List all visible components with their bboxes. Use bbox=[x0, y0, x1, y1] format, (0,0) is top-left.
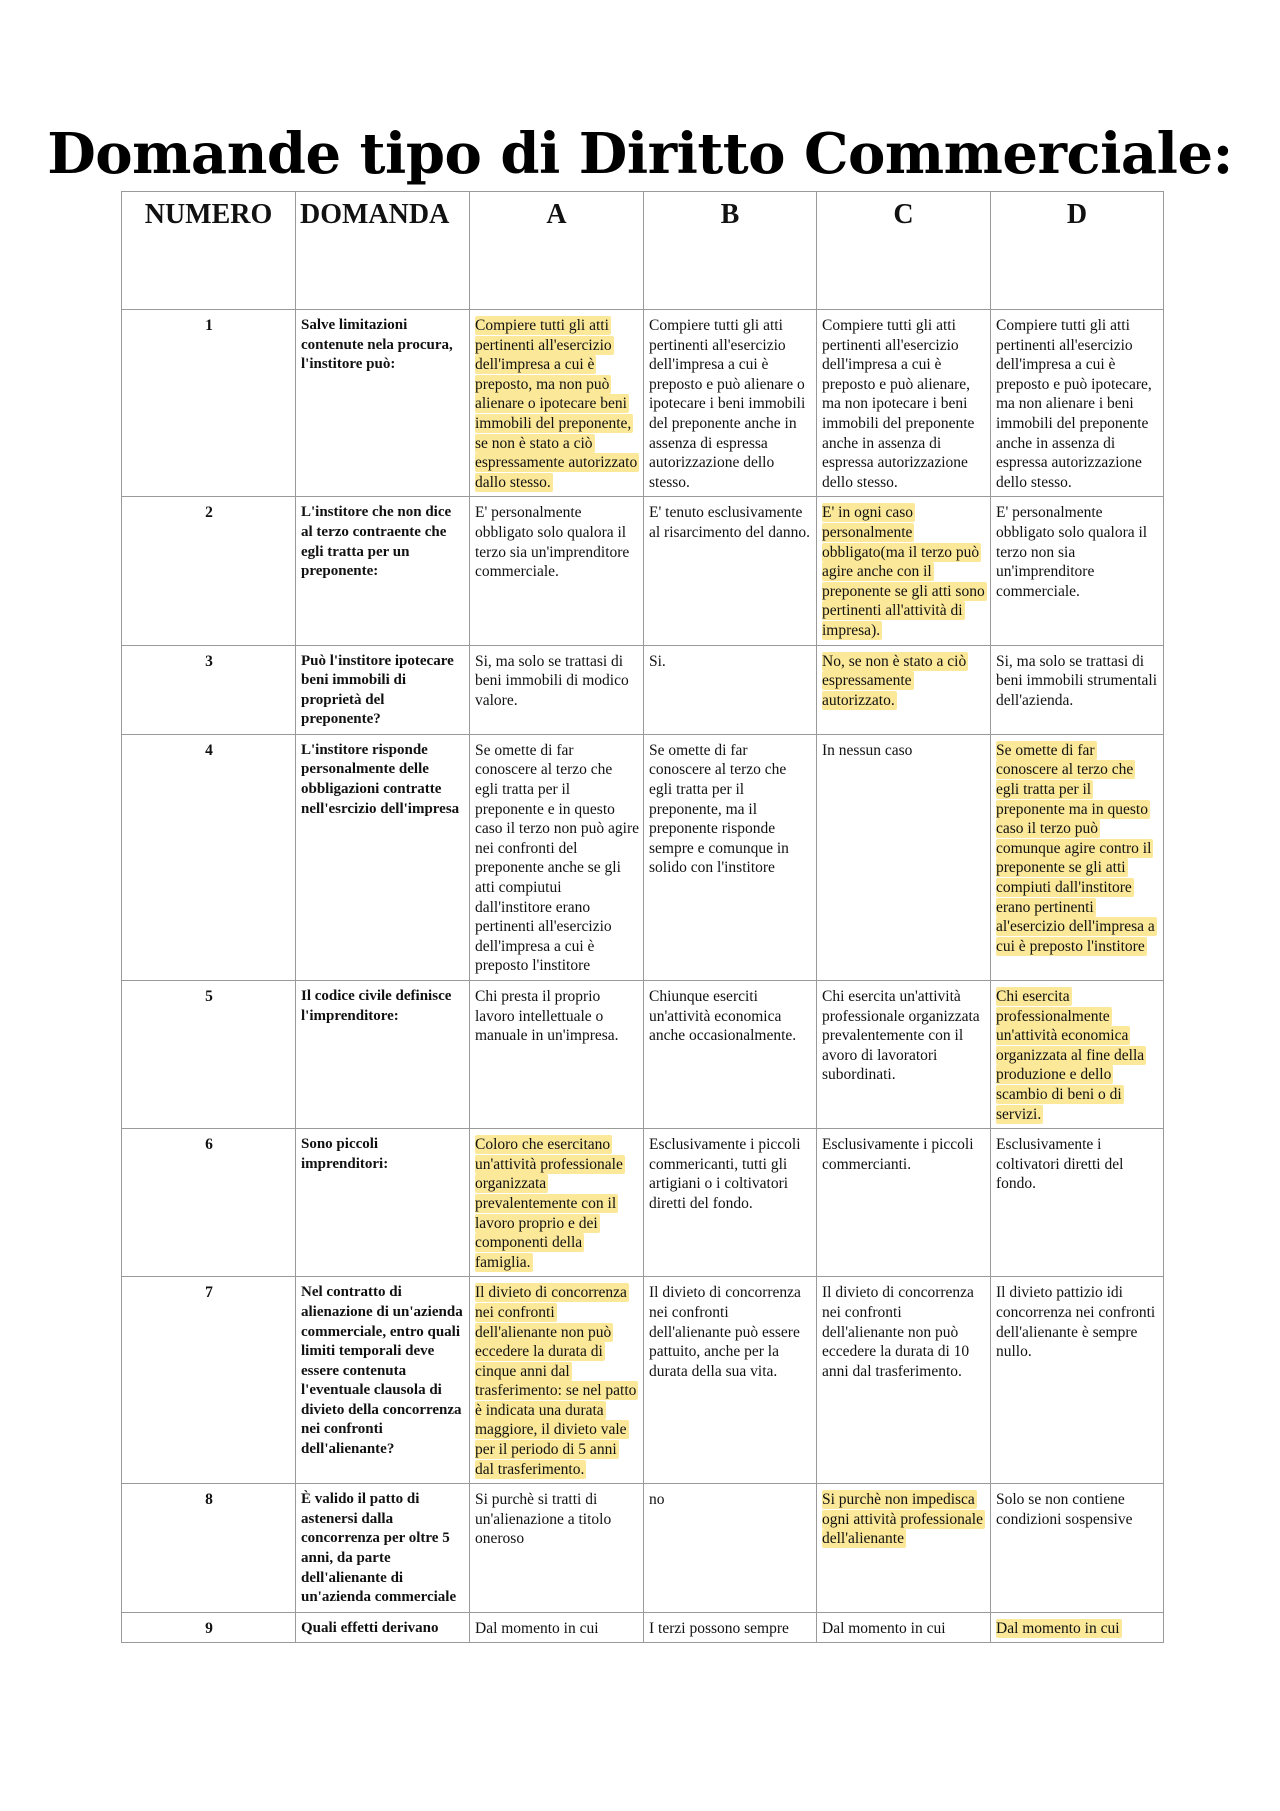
header-domanda: DOMANDA bbox=[296, 192, 470, 310]
highlighted-answer-text: No, se non è stato a ciò espressamente autorizzato. bbox=[822, 652, 967, 709]
table-body bbox=[122, 310, 1164, 1643]
answer-text: I terzi possono sempre bbox=[649, 1619, 789, 1637]
answer-text: Esclusivamente i piccoli commericanti, tutti gli artigiani o i coltivatori diretti del fondo. bbox=[649, 1136, 801, 1212]
answer-cell-d bbox=[991, 1277, 1164, 1484]
answer-cell-a bbox=[470, 497, 644, 645]
answer-cell-b bbox=[644, 734, 817, 980]
answer-cell-c bbox=[817, 310, 991, 497]
answer-text: Compiere tutti gli atti pertinenti all'esercizio dell'impresa a cui è preposto e può ipotecare, ma non alienare i beni immobili del preponente anche in assenza di espressa autorizzazione dello stesso. bbox=[996, 317, 1152, 491]
answer-text: Se omette di far conoscere al terzo che egli tratta per il preponente e in questo caso il terzo non può agire nei confronti del preponente anche se gli atti compiutui dall'institore erano pertinenti all'esercizio dell'impresa a cui è preposto l'institore bbox=[475, 741, 639, 975]
table-row bbox=[122, 1484, 1164, 1613]
question-text: L'institore che non dice al terzo contraente che egli tratta per un preponente: bbox=[296, 497, 470, 645]
answer-cell-a bbox=[470, 1277, 644, 1484]
table-row bbox=[122, 645, 1164, 734]
answer-text: Compiere tutti gli atti pertinenti all'esercizio dell'impresa a cui è preposto e può alienare, ma non ipotecare i beni immobili del preponente anche in assenza di espressa autorizzazione dello stesso. bbox=[822, 317, 975, 491]
header-a: A bbox=[470, 192, 644, 310]
page-title: Domande tipo di Diritto Commerciale: bbox=[47, 121, 1233, 187]
highlighted-answer-text: Chi esercita professionalmente un'attività economica organizzata al fine della produzione e dello scambio di beni o di servizi. bbox=[996, 988, 1145, 1123]
answer-text: Il divieto di concorrenza nei confronti dell'alienante non può eccedere la durata di 10 anni dal trasferimento. bbox=[822, 1284, 974, 1380]
question-number: 7 bbox=[122, 1277, 296, 1484]
answer-cell-a bbox=[470, 981, 644, 1129]
question-number: 2 bbox=[122, 497, 296, 645]
answer-cell-d bbox=[991, 1129, 1164, 1277]
answer-text: In nessun caso bbox=[822, 741, 913, 759]
question-number: 9 bbox=[122, 1612, 296, 1643]
answer-cell-b bbox=[644, 310, 817, 497]
header-c: C bbox=[817, 192, 991, 310]
answer-cell-b bbox=[644, 497, 817, 645]
answer-text: E' tenuto esclusivamente al risarcimento del danno. bbox=[649, 504, 810, 541]
answer-text: Esclusivamente i piccoli commercianti. bbox=[822, 1136, 974, 1173]
question-text: Salve limitazioni contenute nela procura, l'institore può: bbox=[296, 310, 470, 497]
answer-cell-d bbox=[991, 1612, 1164, 1643]
highlighted-answer-text: Compiere tutti gli atti pertinenti all'esercizio dell'impresa a cui è preposto, ma non può alienare o ipotecare beni immobili del preponente, se non è stato a ciò espressamente autorizzato dallo stesso. bbox=[475, 317, 638, 491]
answer-cell-b bbox=[644, 981, 817, 1129]
answer-cell-a bbox=[470, 310, 644, 497]
answer-text: E' personalmente obbligato solo qualora il terzo non sia un'imprenditore commerciale. bbox=[996, 504, 1148, 600]
header-b: B bbox=[644, 192, 817, 310]
table-row bbox=[122, 1277, 1164, 1484]
answer-cell-c bbox=[817, 1484, 991, 1613]
answer-text: Chi presta il proprio lavoro intellettuale o manuale in un'impresa. bbox=[475, 988, 619, 1045]
answer-text: Compiere tutti gli atti pertinenti all'esercizio dell'impresa a cui è preposto e può alienare o ipotecare i beni immobili del preponente anche in assenza di espressa autorizzazione dello stesso. bbox=[649, 317, 806, 491]
highlighted-answer-text: Se omette di far conoscere al terzo che egli tratta per il preponente ma in questo caso il terzo può comunque agire contro il preponente se gli atti compiuti dall'institore erano pertinenti al'esercizio dell'impresa a cui è preposto l'institore bbox=[996, 741, 1155, 955]
answer-cell-c bbox=[817, 981, 991, 1129]
answer-cell-a bbox=[470, 645, 644, 734]
table-row bbox=[122, 981, 1164, 1129]
answer-text: Si, ma solo se trattasi di beni immobili strumentali dell'azienda. bbox=[996, 652, 1158, 709]
question-text: Nel contratto di alienazione di un'azienda commerciale, entro quali limiti temporali deve essere contenuta l'eventuale clausola di divieto della concorrenza nei confronti dell'alienante? bbox=[296, 1277, 470, 1484]
answer-text: Si purchè si tratti di un'alienazione a titolo oneroso bbox=[475, 1491, 612, 1548]
answer-cell-a bbox=[470, 1484, 644, 1613]
highlighted-answer-text: Si purchè non impedisca ogni attività professionale dell'alienante bbox=[822, 1491, 983, 1548]
table-row bbox=[122, 734, 1164, 980]
answer-cell-b bbox=[644, 1484, 817, 1613]
answer-cell-d bbox=[991, 1484, 1164, 1613]
answer-cell-d bbox=[991, 981, 1164, 1129]
answer-cell-b bbox=[644, 645, 817, 734]
answer-cell-a bbox=[470, 734, 644, 980]
highlighted-answer-text: Dal momento in cui bbox=[996, 1619, 1120, 1637]
highlighted-answer-text: Coloro che esercitano un'attività professionale organizzata prevalentemente con il lavoro proprio e dei componenti della famiglia. bbox=[475, 1136, 623, 1271]
answer-text: Si. bbox=[649, 652, 666, 670]
question-number: 5 bbox=[122, 981, 296, 1129]
answer-text: Chiunque eserciti un'attività economica anche occasionalmente. bbox=[649, 988, 797, 1045]
question-number: 8 bbox=[122, 1484, 296, 1613]
answer-text: E' personalmente obbligato solo qualora il terzo sia un'imprenditore commerciale. bbox=[475, 504, 630, 581]
answer-cell-c bbox=[817, 645, 991, 734]
question-text: Sono piccoli imprenditori: bbox=[296, 1129, 470, 1277]
answer-text: Dal momento in cui bbox=[475, 1619, 599, 1637]
question-text: Quali effetti derivano bbox=[296, 1612, 470, 1643]
answer-cell-a bbox=[470, 1129, 644, 1277]
answer-cell-d bbox=[991, 645, 1164, 734]
answer-cell-c bbox=[817, 497, 991, 645]
highlighted-answer-text: E' in ogni caso personalmente obbligato(ma il terzo può agire anche con il preponente se gli atti sono pertinenti all'attività di impresa). bbox=[822, 504, 985, 639]
answer-cell-c bbox=[817, 1129, 991, 1277]
answer-cell-c bbox=[817, 1612, 991, 1643]
table-row bbox=[122, 310, 1164, 497]
table-row bbox=[122, 497, 1164, 645]
answer-text: Chi esercita un'attività professionale organizzata prevalentemente con il avoro di lavoratori subordinati. bbox=[822, 988, 980, 1084]
answer-text: Dal momento in cui bbox=[822, 1619, 946, 1637]
answer-cell-c bbox=[817, 1277, 991, 1484]
question-number: 6 bbox=[122, 1129, 296, 1277]
highlighted-answer-text: Il divieto di concorrenza nei confronti dell'alienante non può eccedere la durata di cinque anni dal trasferimento: se nel patto è indicata una durata maggiore, il divieto vale per il periodo di 5 anni dal trasferimento. bbox=[475, 1284, 637, 1478]
answer-cell-d bbox=[991, 734, 1164, 980]
answer-text: no bbox=[649, 1491, 665, 1509]
answer-text: Esclusivamente i coltivatori diretti del fondo. bbox=[996, 1136, 1124, 1193]
answer-text: Il divieto di concorrenza nei confronti dell'alienante può essere pattuito, anche per la durata della sua vita. bbox=[649, 1284, 801, 1380]
answer-cell-b bbox=[644, 1612, 817, 1643]
question-number: 1 bbox=[122, 310, 296, 497]
answer-cell-b bbox=[644, 1277, 817, 1484]
question-number: 4 bbox=[122, 734, 296, 980]
question-text: È valido il patto di astenersi dalla concorrenza per oltre 5 anni, da parte dell'alienante di un'azienda commerciale bbox=[296, 1484, 470, 1613]
answer-text: Solo se non contiene condizioni sospensive bbox=[996, 1491, 1133, 1528]
table-row bbox=[122, 1129, 1164, 1277]
answer-text: Si, ma solo se trattasi di beni immobili di modico valore. bbox=[475, 652, 629, 709]
table-row bbox=[122, 1612, 1164, 1643]
answer-text: Se omette di far conoscere al terzo che egli tratta per il preponente, ma il preponente risponde sempre e comunque in solido con l'institore bbox=[649, 741, 789, 877]
header-d: D bbox=[991, 192, 1164, 310]
header-row bbox=[122, 192, 1164, 310]
question-text: Può l'institore ipotecare beni immobili di proprietà del preponente? bbox=[296, 645, 470, 734]
answer-cell-d bbox=[991, 310, 1164, 497]
question-number: 3 bbox=[122, 645, 296, 734]
answer-cell-b bbox=[644, 1129, 817, 1277]
questions-table bbox=[121, 191, 1164, 1643]
answer-cell-d bbox=[991, 497, 1164, 645]
answer-cell-c bbox=[817, 734, 991, 980]
header-numero: NUMERO bbox=[122, 192, 296, 310]
question-text: Il codice civile definisce l'imprenditore: bbox=[296, 981, 470, 1129]
question-text: L'institore risponde personalmente delle obbligazioni contratte nell'esrcizio dell'impresa bbox=[296, 734, 470, 980]
answer-text: Il divieto pattizio idi concorrenza nei confronti dell'alienante è sempre nullo. bbox=[996, 1284, 1156, 1361]
answer-cell-a bbox=[470, 1612, 644, 1643]
